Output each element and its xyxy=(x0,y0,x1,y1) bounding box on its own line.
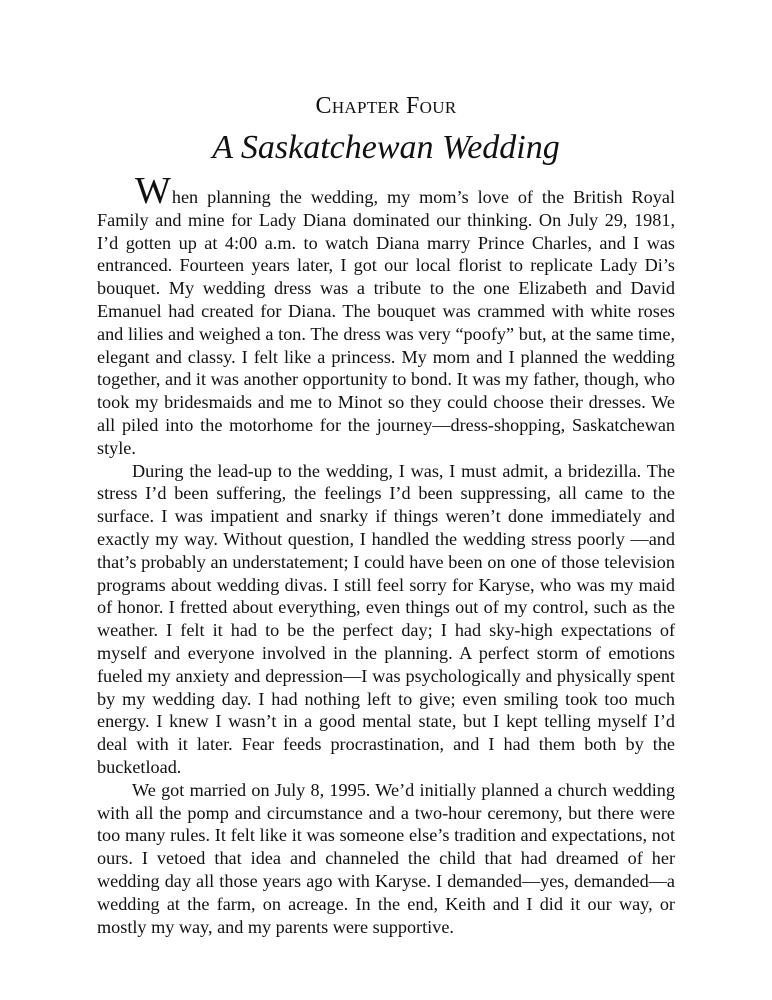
paragraph-1-text: hen planning the wedding, my mom’s love of the British Royal Family and mine for Lady Diana dominated our thinking. On July 29, 1981, I’d gotten up at 4:00 a.m. to watch Diana marry Prince Charles, and I was entranced. Fourteen years later, I got our local florist to replicate Lady Di’s bouquet. My wedding dress was a tribute to the one Elizabeth and David Emanuel had created for Diana. The bouquet was crammed with white roses and lilies and weighed a ton. The dress was very “poofy” but, at the same time, elegant and classy. I felt like a princess. My mom and I planned the wedding together, and it was another opportunity to bond. It was my father, though, who took my bridesmaids and me to Minot so they could choose their dresses. We all piled into the motorhome for the journey—dress-shopping, Saskatchewan style. xyxy=(97,187,675,458)
paragraph-2: During the lead-up to the wedding, I was, I must admit, a bridezilla. The stress I’d been suffering, the feelings I’d been suppressing, all came to the surface. I was impatient and snarky if things weren’t done immediately and exactly my way. Without question, I handled the wedding stress poorly —and that’s probably an understatement; I could have been on one of those television programs about wedding divas. I still feel sorry for Karyse, who was my maid of honor. I fretted about everything, even things out of my control, such as the weather. I felt it had to be the perfect day; I had sky-high expectations of myself and everyone involved in the planning. A perfect storm of emotions fueled my anxiety and depression—I was psychologically and physically spent by my wedding day. I had nothing left to give; even smiling took too much energy. I knew I wasn’t in a good mental state, but I kept telling myself I’d deal with it later. Fear feeds procrastination, and I had them both by the bucketload. xyxy=(97,460,675,777)
paragraph-3: We got married on July 8, 1995. We’d initially planned a church wedding with all the pomp and circumstance and a two-hour ceremony, but there were too many rules. It felt like it was someone else’s tradition and expectations, not ours. I vetoed that idea and channeled the child that had dreamed of her wedding day all those years ago with Karyse. I demanded—yes, demanded—a wedding at the farm, on acreage. In the end, Keith and I did it our way, or mostly my way, and my parents were supportive. xyxy=(97,779,675,937)
book-page xyxy=(97,0,675,938)
chapter-label: Chapter Four xyxy=(315,93,457,119)
chapter-title: A Saskatchewan Wedding xyxy=(212,129,560,166)
paragraph-1 xyxy=(97,170,675,460)
initial-letter: W xyxy=(135,170,171,212)
chapter-body xyxy=(97,170,675,938)
